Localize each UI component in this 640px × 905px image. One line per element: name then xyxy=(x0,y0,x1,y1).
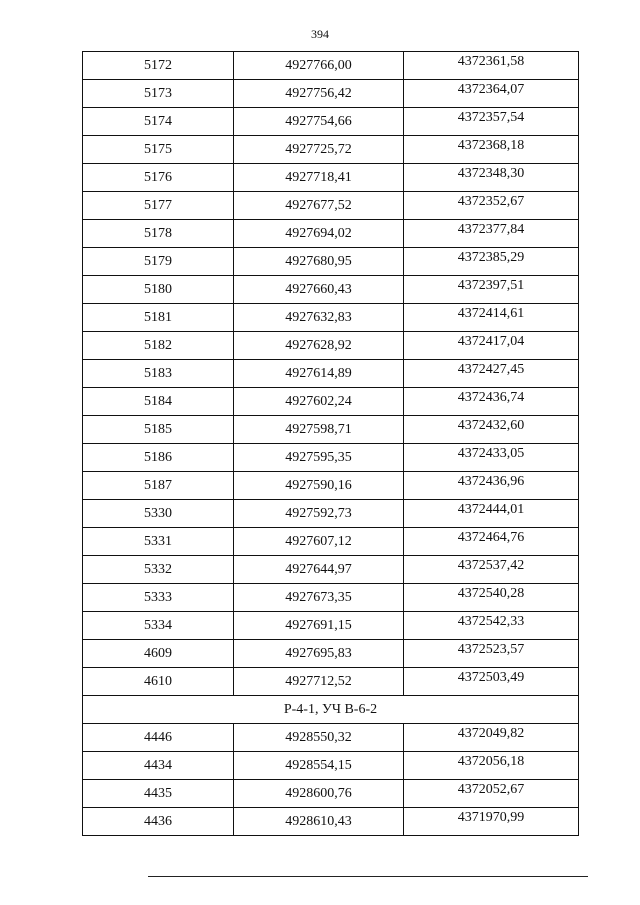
bottom-rule xyxy=(148,876,588,877)
point-number-cell: 5178 xyxy=(83,220,234,248)
point-number-cell: 5185 xyxy=(83,416,234,444)
x-coordinate-cell: 4927712,52 xyxy=(234,668,404,696)
y-coordinate-cell: 4372364,07 xyxy=(404,76,579,104)
x-coordinate-cell: 4927614,89 xyxy=(234,360,404,388)
y-coordinate-cell: 4372542,33 xyxy=(404,608,579,636)
coordinates-table-body-a xyxy=(83,52,579,696)
point-number-cell: 4609 xyxy=(83,640,234,668)
point-number-cell: 5180 xyxy=(83,276,234,304)
y-coordinate-cell: 4372436,74 xyxy=(404,384,579,412)
table-row xyxy=(83,668,579,696)
point-number-cell: 5187 xyxy=(83,472,234,500)
x-coordinate-cell: 4927694,02 xyxy=(234,220,404,248)
x-coordinate-cell: 4927598,71 xyxy=(234,416,404,444)
y-coordinate-cell: 4372397,51 xyxy=(404,272,579,300)
y-coordinate-cell: 4372056,18 xyxy=(404,748,579,776)
x-coordinate-cell: 4927632,83 xyxy=(234,304,404,332)
point-number-cell: 4446 xyxy=(83,724,234,752)
x-coordinate-cell: 4928550,32 xyxy=(234,724,404,752)
page-number: 394 xyxy=(311,27,329,41)
y-coordinate-cell: 4372352,67 xyxy=(404,188,579,216)
y-coordinate-cell: 4372432,60 xyxy=(404,412,579,440)
y-coordinate-cell: 4372414,61 xyxy=(404,300,579,328)
point-number-cell: 4434 xyxy=(83,752,234,780)
point-number-cell: 5175 xyxy=(83,136,234,164)
point-number-cell: 4435 xyxy=(83,780,234,808)
y-coordinate-cell: 4372433,05 xyxy=(404,440,579,468)
x-coordinate-cell: 4927691,15 xyxy=(234,612,404,640)
y-coordinate-cell: 4372523,57 xyxy=(404,636,579,664)
y-coordinate-cell: 4372537,42 xyxy=(404,552,579,580)
x-coordinate-cell: 4927660,43 xyxy=(234,276,404,304)
y-coordinate-cell: 4372427,45 xyxy=(404,356,579,384)
x-coordinate-cell: 4927677,52 xyxy=(234,192,404,220)
point-number-cell: 5332 xyxy=(83,556,234,584)
y-coordinate-cell: 4372503,49 xyxy=(404,664,579,692)
y-coordinate-cell: 4372377,84 xyxy=(404,216,579,244)
point-number-cell: 5330 xyxy=(83,500,234,528)
x-coordinate-cell: 4927718,41 xyxy=(234,164,404,192)
point-number-cell: 5173 xyxy=(83,80,234,108)
point-number-cell: 5177 xyxy=(83,192,234,220)
x-coordinate-cell: 4927602,24 xyxy=(234,388,404,416)
y-coordinate-cell: 4372049,82 xyxy=(404,720,579,748)
point-number-cell: 5186 xyxy=(83,444,234,472)
x-coordinate-cell: 4928610,43 xyxy=(234,808,404,836)
group-header-cell: Р-4-1, УЧ В-6-2 xyxy=(83,696,579,724)
x-coordinate-cell: 4927756,42 xyxy=(234,80,404,108)
x-coordinate-cell: 4927628,92 xyxy=(234,332,404,360)
point-number-cell: 4436 xyxy=(83,808,234,836)
x-coordinate-cell: 4927695,83 xyxy=(234,640,404,668)
x-coordinate-cell: 4928554,15 xyxy=(234,752,404,780)
y-coordinate-cell: 4372464,76 xyxy=(404,524,579,552)
point-number-cell: 5334 xyxy=(83,612,234,640)
point-number-cell: 5184 xyxy=(83,388,234,416)
y-coordinate-cell: 4372436,96 xyxy=(404,468,579,496)
x-coordinate-cell: 4928600,76 xyxy=(234,780,404,808)
y-coordinate-cell: 4372368,18 xyxy=(404,132,579,160)
y-coordinate-cell: 4371970,99 xyxy=(404,804,579,832)
point-number-cell: 5183 xyxy=(83,360,234,388)
x-coordinate-cell: 4927673,35 xyxy=(234,584,404,612)
coordinates-table xyxy=(82,51,579,836)
point-number-cell: 5172 xyxy=(83,52,234,80)
x-coordinate-cell: 4927607,12 xyxy=(234,528,404,556)
table-row xyxy=(83,808,579,836)
x-coordinate-cell: 4927725,72 xyxy=(234,136,404,164)
x-coordinate-cell: 4927680,95 xyxy=(234,248,404,276)
y-coordinate-cell: 4372444,01 xyxy=(404,496,579,524)
x-coordinate-cell: 4927644,97 xyxy=(234,556,404,584)
point-number-cell: 5182 xyxy=(83,332,234,360)
point-number-cell: 5333 xyxy=(83,584,234,612)
x-coordinate-cell: 4927754,66 xyxy=(234,108,404,136)
x-coordinate-cell: 4927766,00 xyxy=(234,52,404,80)
point-number-cell: 5174 xyxy=(83,108,234,136)
point-number-cell: 5176 xyxy=(83,164,234,192)
point-number-cell: 5331 xyxy=(83,528,234,556)
x-coordinate-cell: 4927595,35 xyxy=(234,444,404,472)
point-number-cell: 5179 xyxy=(83,248,234,276)
x-coordinate-cell: 4927592,73 xyxy=(234,500,404,528)
y-coordinate-cell: 4372348,30 xyxy=(404,160,579,188)
coordinates-table-body-b xyxy=(83,724,579,836)
y-coordinate-cell: 4372357,54 xyxy=(404,104,579,132)
x-coordinate-cell: 4927590,16 xyxy=(234,472,404,500)
y-coordinate-cell: 4372052,67 xyxy=(404,776,579,804)
point-number-cell: 4610 xyxy=(83,668,234,696)
y-coordinate-cell: 4372361,58 xyxy=(404,48,579,76)
y-coordinate-cell: 4372540,28 xyxy=(404,580,579,608)
y-coordinate-cell: 4372385,29 xyxy=(404,244,579,272)
y-coordinate-cell: 4372417,04 xyxy=(404,328,579,356)
point-number-cell: 5181 xyxy=(83,304,234,332)
